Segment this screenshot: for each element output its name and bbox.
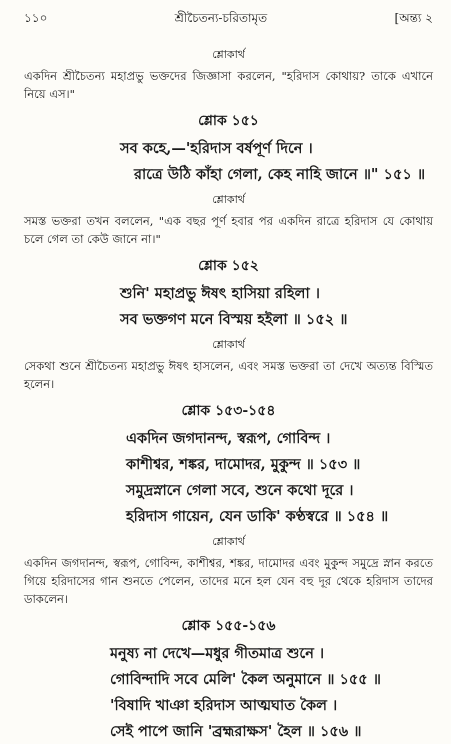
verse-line: গোবিন্দাদি সবে মেলি' কৈল অনুমানে ॥ ১৫৫ ॥	[110, 671, 381, 688]
translation-text: সমস্ত ভক্তরা তখন বললেন, "এক বছর পূর্ণ হবার পর একদিন রাত্রে হরিদাস যে কোথায় চলে গেল তা কেউ জানে না।"	[24, 214, 433, 246]
verse-heading: শ্লোক ১৫২	[198, 258, 259, 274]
verse-line: শুনি' মহাপ্রভু ঈষৎ হাসিয়া রহিলা ।	[120, 285, 320, 302]
verse-line: সেই পাপে জানি 'ব্রহ্মরাক্ষস' হৈল ॥ ১৫৬ ॥	[110, 723, 362, 740]
verse-block-155-156	[24, 614, 433, 744]
verse-block-153-154	[24, 399, 433, 608]
verse-line: 'বিষাদি খাঞা হরিদাস আত্মঘাত কৈল ।	[110, 697, 338, 714]
verse-line: হরিদাস গায়েন, যেন ডাকি' কণ্ঠস্বরে ॥ ১৫৪ ॥	[126, 508, 389, 525]
verse-line: সমুদ্রস্নানে গেলা সবে, শুনে কথো দূরে ।	[126, 482, 354, 499]
translation-label: শ্লোকার্থ	[212, 535, 245, 548]
verse-line: রাত্রে উঠি কাঁহা গেলা, কেহ নাহি জানে ॥" ১৫১ ॥	[134, 166, 426, 183]
verse-line: সব ভক্তগণ মনে বিস্ময় হইলা ॥ ১৫২ ॥	[120, 311, 348, 328]
translation-label: শ্লোকার্থ	[212, 338, 245, 351]
verse-line: সব কহে,—'হরিদাস বর্ষপূর্ণ দিনে ।	[120, 140, 313, 157]
book-title: শ্রীচৈতন্য-চরিতামৃত	[174, 11, 268, 25]
page-number: ১১০	[24, 11, 48, 25]
verse-line: কাশীশ্বর, শঙ্কর, দামোদর, মুকুন্দ ॥ ১৫৩ ॥	[126, 456, 361, 473]
translation-text: একদিন জগদানন্দ, স্বরূপ, গোবিন্দ, কাশীশ্বর, শঙ্কর, দামোদর এবং মুকুন্দ সমুদ্রে স্নান করতে গিয়ে হরিদাসের গান শুনতে পেলেন, তাদের মনে হল যেন বহু দূর থেকে হরিদাস তাদের ডাকলেন।	[24, 556, 433, 606]
verse-line: একদিন জগদানন্দ, স্বরূপ, গোবিন্দ ।	[126, 430, 331, 447]
translation-block	[24, 46, 433, 103]
verse-block-152	[24, 254, 433, 393]
verse-block-151	[24, 109, 433, 248]
translation-text: একদিন শ্রীচৈতন্য মহাপ্রভু ভক্তদের জিজ্ঞাসা করলেন, "হরিদাস কোথায়? তাকে এখানে নিয়ে এস।"	[24, 69, 433, 101]
verse-heading: শ্লোক ১৫৩-১৫৪	[181, 403, 276, 419]
verse-heading: শ্লোক ১৫৫-১৫৬	[181, 618, 276, 634]
page-header	[24, 10, 433, 30]
verse-heading: শ্লোক ১৫১	[198, 113, 259, 129]
translation-label: শ্লোকার্থ	[212, 193, 245, 206]
verse-line: মনুষ্য না দেখে—মধুর গীতমাত্র শুনে ।	[110, 645, 325, 662]
translation-label: শ্লোকার্থ	[212, 48, 245, 61]
section-marker: [অন্ত্য ২	[394, 11, 433, 25]
translation-text: সেকথা শুনে শ্রীচৈতন্য মহাপ্রভু ঈষৎ হাসলেন, এবং সমস্ত ভক্তরা তা দেখে অত্যন্ত বিস্মিত হলেন।	[24, 359, 433, 391]
